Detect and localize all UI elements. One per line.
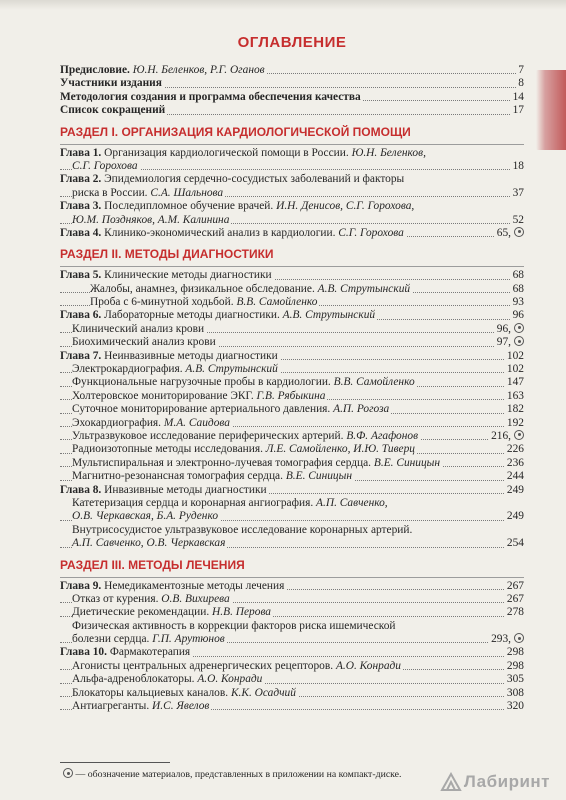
page-number: 293, xyxy=(489,633,524,646)
entry-authors: М.А. Саидова xyxy=(163,416,230,429)
toc-line xyxy=(60,227,524,240)
entry-title: риска в России. xyxy=(72,186,148,199)
toc-entry-text xyxy=(60,64,267,76)
entry-title: Эхокардиография. xyxy=(72,416,162,429)
entry-title: Суточное мониторирование артериального давления. xyxy=(72,403,331,416)
toc-line xyxy=(60,524,524,537)
entry-title: Жалобы, анамнез, физикальное обследование. xyxy=(90,282,315,295)
toc-entry-text xyxy=(60,350,280,362)
cd-disk-icon xyxy=(514,430,524,440)
entry-title: Альфа-адреноблокаторы. xyxy=(72,673,195,686)
entry-title: Магнитно-резонансная томография сердца. xyxy=(72,470,283,483)
toc-line xyxy=(60,336,524,349)
toc-line xyxy=(60,200,524,213)
entry-label: Предисловие. xyxy=(60,64,130,76)
page-number: 308 xyxy=(506,686,524,699)
page-number: 236 xyxy=(506,456,524,469)
entry-authors: О.В. Черкавская, Б.А. Руденко xyxy=(72,510,219,523)
page-number: 96, xyxy=(495,323,524,336)
section-heading: РАЗДЕЛ I. ОРГАНИЗАЦИЯ КАРДИОЛОГИЧЕСКОЙ ПОМОЩИ xyxy=(60,124,411,139)
section-rule xyxy=(60,266,524,267)
toc-entry-text xyxy=(60,484,269,496)
page-number: 97, xyxy=(495,336,524,349)
entry-authors: С.Г. Горохова xyxy=(338,226,404,239)
chapter-label: Глава 5. xyxy=(60,269,102,282)
page-number: 278 xyxy=(506,606,524,619)
toc-line xyxy=(60,687,524,700)
page-number: 18 xyxy=(512,159,524,172)
toc-entry-text xyxy=(90,296,319,308)
toc-line xyxy=(60,283,524,296)
toc-entry-text xyxy=(72,214,231,226)
page-number: 254 xyxy=(506,537,524,550)
entry-title: Организация кардиологической помощи в России. xyxy=(104,146,349,159)
entry-title: Проба с 6-минутной ходьбой. xyxy=(90,296,234,309)
toc-line xyxy=(60,376,524,389)
entry-authors: Г.П. Арутюнов xyxy=(152,633,225,646)
red-edge-tab xyxy=(536,70,566,150)
toc-line xyxy=(60,510,524,523)
entry-title: Функциональные нагрузочные пробы в кардиологии. xyxy=(72,376,331,389)
toc-entry-text xyxy=(60,200,416,212)
toc-line xyxy=(60,484,524,497)
toc-line xyxy=(60,187,524,200)
entry-authors: А.П. Савченко, xyxy=(316,496,388,509)
toc-line xyxy=(60,443,524,456)
cd-disk-icon xyxy=(514,227,524,237)
entry-title: Отказ от курения. xyxy=(72,592,159,605)
entry-title: Неинвазивные методы диагностики xyxy=(104,349,278,362)
chapter-label: Глава 1. xyxy=(60,146,102,159)
chapter-label: Глава 9. xyxy=(60,579,102,592)
chapter-label: Глава 8. xyxy=(60,483,102,496)
entry-title: Холтеровское мониторирование ЭКГ. xyxy=(72,389,254,402)
toc-line xyxy=(60,309,524,322)
page-number: 267 xyxy=(506,592,524,605)
footnote-rule xyxy=(60,762,170,763)
chapter-label: Глава 3. xyxy=(60,200,102,213)
entry-authors: О.В. Вихирева xyxy=(161,592,230,605)
page-number: 249 xyxy=(506,510,524,523)
entry-authors: В.В. Самойленко xyxy=(236,296,318,309)
toc-line xyxy=(60,214,524,227)
entry-authors: С.Г. Горохова xyxy=(72,159,138,172)
page-number: 37 xyxy=(512,186,524,199)
page-number: 68 xyxy=(512,269,524,282)
toc-line xyxy=(60,700,524,713)
page-number: 192 xyxy=(506,416,524,429)
toc-entry-text xyxy=(72,633,227,645)
page-number: 52 xyxy=(512,213,524,226)
entry-authors: В.Ф. Агафонов xyxy=(346,429,419,442)
entry-title: Внутрисосудистое ультразвуковое исследование коронарных артерий. xyxy=(72,523,413,536)
toc-entry-text xyxy=(72,524,414,536)
chapter-label: Глава 10. xyxy=(60,646,107,659)
entry-authors: А.В. Струтынский xyxy=(185,363,278,376)
entry-authors: Ю.Н. Беленков, xyxy=(351,146,426,159)
section-heading: РАЗДЕЛ II. МЕТОДЫ ДИАГНОСТИКИ xyxy=(60,247,274,262)
entry-title: Клинический анализ крови xyxy=(72,322,205,335)
chapter-label: Глава 2. xyxy=(60,173,102,186)
entry-authors: В.Е. Синицын xyxy=(373,456,441,469)
page-number: 93 xyxy=(512,296,524,309)
toc-entry-text xyxy=(72,363,280,375)
page-number: 102 xyxy=(506,349,524,362)
toc-entry-text xyxy=(72,443,417,455)
toc-entry-text xyxy=(72,620,398,632)
entry-authors: И.Н. Денисов, С.Г. Горохова, xyxy=(276,200,415,213)
entry-title: Немедикаментозные методы лечения xyxy=(104,579,285,592)
cd-disk-icon xyxy=(63,768,73,778)
entry-title: Эпидемиология сердечно-сосудистых заболеваний и факторы xyxy=(104,173,405,186)
chapter-label: Глава 4. xyxy=(60,226,102,239)
page-number: 249 xyxy=(506,483,524,496)
entry-authors: Н.В. Перова xyxy=(212,606,272,619)
toc-line xyxy=(60,77,524,90)
entry-authors: Ю.Н. Беленков, Р.Г. Оганов xyxy=(132,64,265,76)
entry-title: Последипломное обучение врачей. xyxy=(104,200,274,213)
watermark xyxy=(440,772,550,792)
toc-entry-text xyxy=(72,593,232,605)
toc-entry-text xyxy=(60,104,167,116)
entry-title: Мультиспиральная и электронно-лучевая томография сердца. xyxy=(72,456,372,469)
entry-authors: А.О. Конради xyxy=(335,659,401,672)
toc-line xyxy=(60,147,524,160)
toc-entry-text xyxy=(72,537,227,549)
entry-authors: Г.В. Рябыкина xyxy=(256,389,326,402)
page-number: 14 xyxy=(512,90,524,103)
toc-entry-text xyxy=(72,336,218,348)
entry-title: болезни сердца. xyxy=(72,633,150,646)
toc-line xyxy=(60,633,524,646)
section-rule xyxy=(60,577,524,578)
toc-entry-text xyxy=(72,376,417,388)
page-number: 147 xyxy=(506,376,524,389)
toc-line xyxy=(60,660,524,673)
toc-sections xyxy=(60,122,524,714)
toc-entry-text xyxy=(72,187,225,199)
toc-entry-text xyxy=(72,160,140,172)
page-number: 182 xyxy=(506,403,524,416)
cd-disk-icon xyxy=(514,323,524,333)
entry-label: Методология создания и программа обеспечения качества xyxy=(60,90,361,103)
toc-entry-text xyxy=(72,660,403,672)
entry-title: Клинико-экономический анализ в кардиологии. xyxy=(104,226,336,239)
entry-title: Диетические рекомендации. xyxy=(72,606,210,619)
entry-authors: В.В. Самойленко xyxy=(333,376,415,389)
page-number: 65, xyxy=(495,227,524,240)
section-rule xyxy=(60,144,524,145)
footnote xyxy=(60,768,401,780)
toc-line xyxy=(60,673,524,686)
entry-title: Радиоизотопные методы исследования. xyxy=(72,443,263,456)
entry-title: Биохимический анализ крови xyxy=(72,336,216,349)
entry-title: Инвазивные методы диагностики xyxy=(104,483,267,496)
page-number: 17 xyxy=(512,104,524,117)
entry-label: Участники издания xyxy=(60,77,162,90)
entry-authors: С.А. Шальнова xyxy=(150,186,224,199)
page-number: 298 xyxy=(506,646,524,659)
toc-line xyxy=(60,593,524,606)
toc-line xyxy=(60,580,524,593)
entry-authors: А.В. Струтынский xyxy=(282,309,376,322)
chapter-label: Глава 7. xyxy=(60,349,102,362)
entry-authors: А.П. Рогоза xyxy=(333,403,390,416)
toc-line xyxy=(60,457,524,470)
section-heading: РАЗДЕЛ III. МЕТОДЫ ЛЕЧЕНИЯ xyxy=(60,557,245,572)
page-number: 216, xyxy=(489,430,524,443)
labirint-logo xyxy=(440,772,462,792)
page-number: 244 xyxy=(506,470,524,483)
page-number: 226 xyxy=(506,443,524,456)
toc-entry-text xyxy=(72,510,220,522)
front-matter-list xyxy=(60,64,524,118)
toc-line xyxy=(60,390,524,403)
entry-title: Антиагреганты. xyxy=(72,700,150,713)
toc-entry-text xyxy=(72,430,420,442)
page-number: 7 xyxy=(518,64,524,76)
toc-entry-text xyxy=(60,309,377,321)
page-number: 320 xyxy=(506,700,524,713)
toc-entry-text xyxy=(72,673,264,685)
page-number: 305 xyxy=(506,673,524,686)
toc-entry-text xyxy=(72,403,391,415)
toc-entry-text xyxy=(60,227,406,239)
entry-title: Электрокардиография. xyxy=(72,363,183,376)
entry-label: Список сокращений xyxy=(60,104,166,117)
toc-entry-text xyxy=(90,283,412,295)
toc-entry-text xyxy=(72,390,327,402)
entry-title: Агонисты центральных адренергических рецепторов. xyxy=(72,659,334,672)
entry-authors: А.О. Конради xyxy=(197,673,263,686)
entry-title: Физическая активность в коррекции факторов риска ишемической xyxy=(72,619,396,632)
toc-line xyxy=(60,430,524,443)
page-number: 102 xyxy=(506,363,524,376)
toc-entry-text xyxy=(72,606,273,618)
toc-line xyxy=(60,323,524,336)
entry-authors: Л.Е. Самойленко, И.Ю. Тиверц xyxy=(265,443,415,456)
toc-line xyxy=(60,606,524,619)
page-number: 163 xyxy=(506,389,524,402)
entry-title: Ультразвуковое исследование периферических артерий. xyxy=(72,429,344,442)
entry-authors: А.В. Струтынский xyxy=(317,282,411,295)
entry-authors: В.Е. Синицын xyxy=(285,470,352,483)
toc-line xyxy=(60,91,524,104)
toc-entry-text xyxy=(72,470,354,482)
entry-authors: Ю.М. Поздняков, А.М. Калинина xyxy=(72,213,230,226)
toc-line xyxy=(60,497,524,510)
entry-authors: А.П. Савченко, О.В. Черкавская xyxy=(72,537,226,550)
toc-entry-text xyxy=(60,91,363,103)
watermark-text: Лабиринт xyxy=(463,772,550,791)
cd-disk-icon xyxy=(514,633,524,643)
toc-line xyxy=(60,620,524,633)
entry-authors: И.С. Явелов xyxy=(152,700,210,713)
toc-line xyxy=(60,537,524,550)
footnote-text: — обозначение материалов, представленных в приложении на компакт-диске. xyxy=(75,769,402,780)
toc-entry-text xyxy=(60,646,192,658)
toc-entry-text xyxy=(72,700,211,712)
chapter-label: Глава 6. xyxy=(60,309,102,322)
page-top-band xyxy=(0,0,566,10)
entry-title: Блокаторы кальциевых каналов. xyxy=(72,686,229,699)
toc-line xyxy=(60,363,524,376)
toc-line xyxy=(60,104,524,117)
toc-line xyxy=(60,173,524,186)
toc-entry-text xyxy=(72,457,442,469)
toc-line xyxy=(60,296,524,309)
toc-line xyxy=(60,64,524,77)
toc-entry-text xyxy=(60,580,286,592)
cd-disk-icon xyxy=(514,336,524,346)
toc-entry-text xyxy=(60,269,274,281)
toc-line xyxy=(60,350,524,363)
toc-entry-text xyxy=(60,77,164,89)
toc-line xyxy=(60,417,524,430)
entry-authors: К.К. Осадчий xyxy=(230,686,296,699)
toc-entry-text xyxy=(72,687,298,699)
entry-title: Фармакотерапия xyxy=(109,646,191,659)
page-number: 298 xyxy=(506,659,524,672)
toc-line xyxy=(60,269,524,282)
toc-page xyxy=(60,30,524,713)
toc-entry-text xyxy=(72,417,232,429)
entry-title: Клинические методы диагностики xyxy=(104,269,272,282)
toc-line xyxy=(60,470,524,483)
entry-title: Катетеризация сердца и коронарная ангиография. xyxy=(72,496,314,509)
toc-line xyxy=(60,646,524,659)
toc-entry-text xyxy=(60,173,406,185)
toc-line xyxy=(60,403,524,416)
toc-entry-text xyxy=(72,323,206,335)
entry-title: Лабораторные методы диагностики. xyxy=(104,309,280,322)
toc-entry-text xyxy=(72,497,390,509)
page-number: 8 xyxy=(518,77,524,90)
toc-entry-text xyxy=(60,147,428,159)
page-number: 96 xyxy=(512,309,524,322)
toc-line xyxy=(60,160,524,173)
page-number: 267 xyxy=(506,579,524,592)
page-number: 68 xyxy=(512,282,524,295)
page-title: ОГЛАВЛЕНИЕ xyxy=(237,34,347,51)
